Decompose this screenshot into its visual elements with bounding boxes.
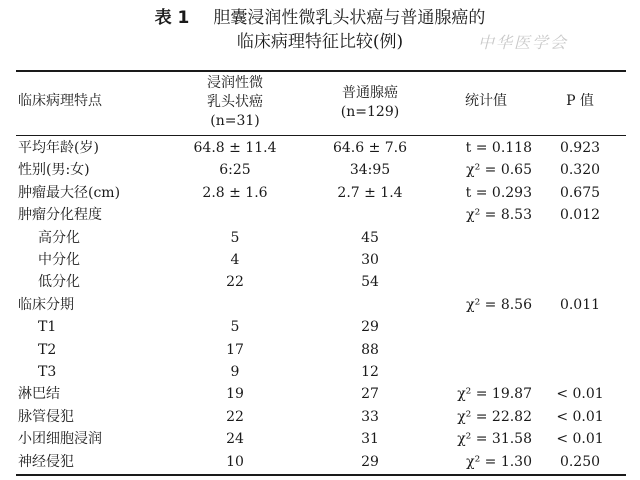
row-group1-value: 5 xyxy=(230,319,240,336)
table-row xyxy=(0,249,640,271)
watermark-logo: 中华医学会 xyxy=(478,33,569,52)
table-top-rule xyxy=(16,70,626,72)
row-group2-value: 33 xyxy=(361,408,379,425)
table-row xyxy=(0,339,640,361)
row-label: 性别(男:女) xyxy=(18,162,90,179)
header-group1-line2: 乳头状癌 xyxy=(207,94,263,110)
table-row xyxy=(0,137,640,159)
row-p-value: 0.012 xyxy=(559,207,601,224)
table-row xyxy=(0,159,640,181)
row-statistic: t = 0.293 xyxy=(465,184,532,201)
row-label: T1 xyxy=(38,319,57,336)
row-group2-value: 29 xyxy=(361,319,379,336)
row-statistic: χ² = 1.30 xyxy=(466,453,532,470)
row-statistic: χ² = 31.58 xyxy=(457,431,532,448)
table-row xyxy=(0,361,640,383)
row-label: T2 xyxy=(38,341,57,358)
row-label: 临床分期 xyxy=(18,296,74,313)
row-p-value: < 0.01 xyxy=(556,386,604,403)
table-row xyxy=(0,294,640,316)
row-group2-value: 54 xyxy=(361,274,379,291)
row-group2-value: 34:95 xyxy=(349,162,391,179)
row-group1-value: 22 xyxy=(226,274,244,291)
row-label: 高分化 xyxy=(38,229,80,246)
caption-line-2: 临床病理特征比较(例) xyxy=(236,32,404,52)
row-statistic: χ² = 8.53 xyxy=(466,207,532,224)
table-bottom-rule xyxy=(16,474,626,476)
row-statistic: t = 0.118 xyxy=(465,140,532,156)
row-group1-value: 2.8 ± 1.6 xyxy=(202,184,268,201)
row-label: 中分化 xyxy=(38,252,80,268)
row-group1-value: 4 xyxy=(230,252,240,268)
row-group2-value: 29 xyxy=(361,453,379,470)
table-header-rule xyxy=(16,135,626,136)
row-statistic: χ² = 19.87 xyxy=(457,386,532,403)
row-group1-value: 5 xyxy=(230,229,240,246)
table-row xyxy=(0,182,640,204)
table-row xyxy=(0,383,640,405)
row-label: 肿瘤分化程度 xyxy=(18,207,102,224)
row-p-value: < 0.01 xyxy=(556,408,604,425)
row-p-value: 0.675 xyxy=(559,184,601,201)
row-p-value: 0.923 xyxy=(559,140,601,156)
row-group2-value: 45 xyxy=(361,229,379,246)
table-row xyxy=(0,406,640,428)
table-row xyxy=(0,271,640,293)
row-group1-value: 10 xyxy=(226,453,244,470)
header-group2-n: (n=129) xyxy=(340,104,400,120)
header-group2-line1: 普通腺癌 xyxy=(342,85,398,101)
row-group2-value: 64.6 ± 7.6 xyxy=(332,140,408,156)
row-label: 小团细胞浸润 xyxy=(18,431,102,448)
row-group1-value: 9 xyxy=(230,364,240,380)
row-group2-value: 30 xyxy=(361,252,379,268)
row-statistic: χ² = 22.82 xyxy=(457,408,532,425)
row-label: T3 xyxy=(38,364,57,380)
row-label: 低分化 xyxy=(38,274,80,291)
table-row xyxy=(0,451,640,473)
row-group2-value: 27 xyxy=(361,386,379,403)
table-row xyxy=(0,316,640,338)
header-group2 xyxy=(305,84,435,122)
row-group2-value: 88 xyxy=(361,341,379,358)
row-group2-value: 12 xyxy=(361,364,379,380)
header-group1-n: (n=31) xyxy=(210,113,260,129)
row-p-value: 0.011 xyxy=(559,296,601,313)
caption-line-1 xyxy=(0,6,640,30)
header-group1 xyxy=(160,74,310,131)
header-stat: 统计值 xyxy=(465,93,507,109)
table-number: 表 1 xyxy=(154,8,190,28)
row-group1-value: 19 xyxy=(226,386,244,403)
row-statistic: χ² = 8.56 xyxy=(466,296,532,313)
row-group1-value: 6:25 xyxy=(219,162,251,179)
caption-text-1: 胆囊浸润性微乳头状癌与普通腺癌的 xyxy=(213,8,486,28)
table-row xyxy=(0,204,640,226)
row-group2-value: 2.7 ± 1.4 xyxy=(337,184,403,201)
row-label: 淋巴结 xyxy=(18,386,60,403)
row-group1-value: 64.8 ± 11.4 xyxy=(193,140,277,156)
row-p-value: < 0.01 xyxy=(556,431,604,448)
row-group1-value: 24 xyxy=(226,431,244,448)
row-statistic: χ² = 0.65 xyxy=(466,162,532,179)
table-row xyxy=(0,227,640,249)
row-label: 脉管侵犯 xyxy=(18,408,74,425)
row-p-value: 0.320 xyxy=(559,162,601,179)
row-group1-value: 22 xyxy=(226,408,244,425)
row-group1-value: 17 xyxy=(226,341,244,358)
header-group1-line1: 浸润性微 xyxy=(207,75,263,91)
row-p-value: 0.250 xyxy=(559,453,601,470)
header-p-value: P 值 xyxy=(566,93,594,109)
header-feature: 临床病理特点 xyxy=(18,93,102,109)
row-label: 肿瘤最大径(cm) xyxy=(18,184,121,201)
row-label: 平均年龄(岁) xyxy=(18,140,99,156)
row-label: 神经侵犯 xyxy=(18,453,74,470)
row-group2-value: 31 xyxy=(361,431,379,448)
table-row xyxy=(0,428,640,450)
